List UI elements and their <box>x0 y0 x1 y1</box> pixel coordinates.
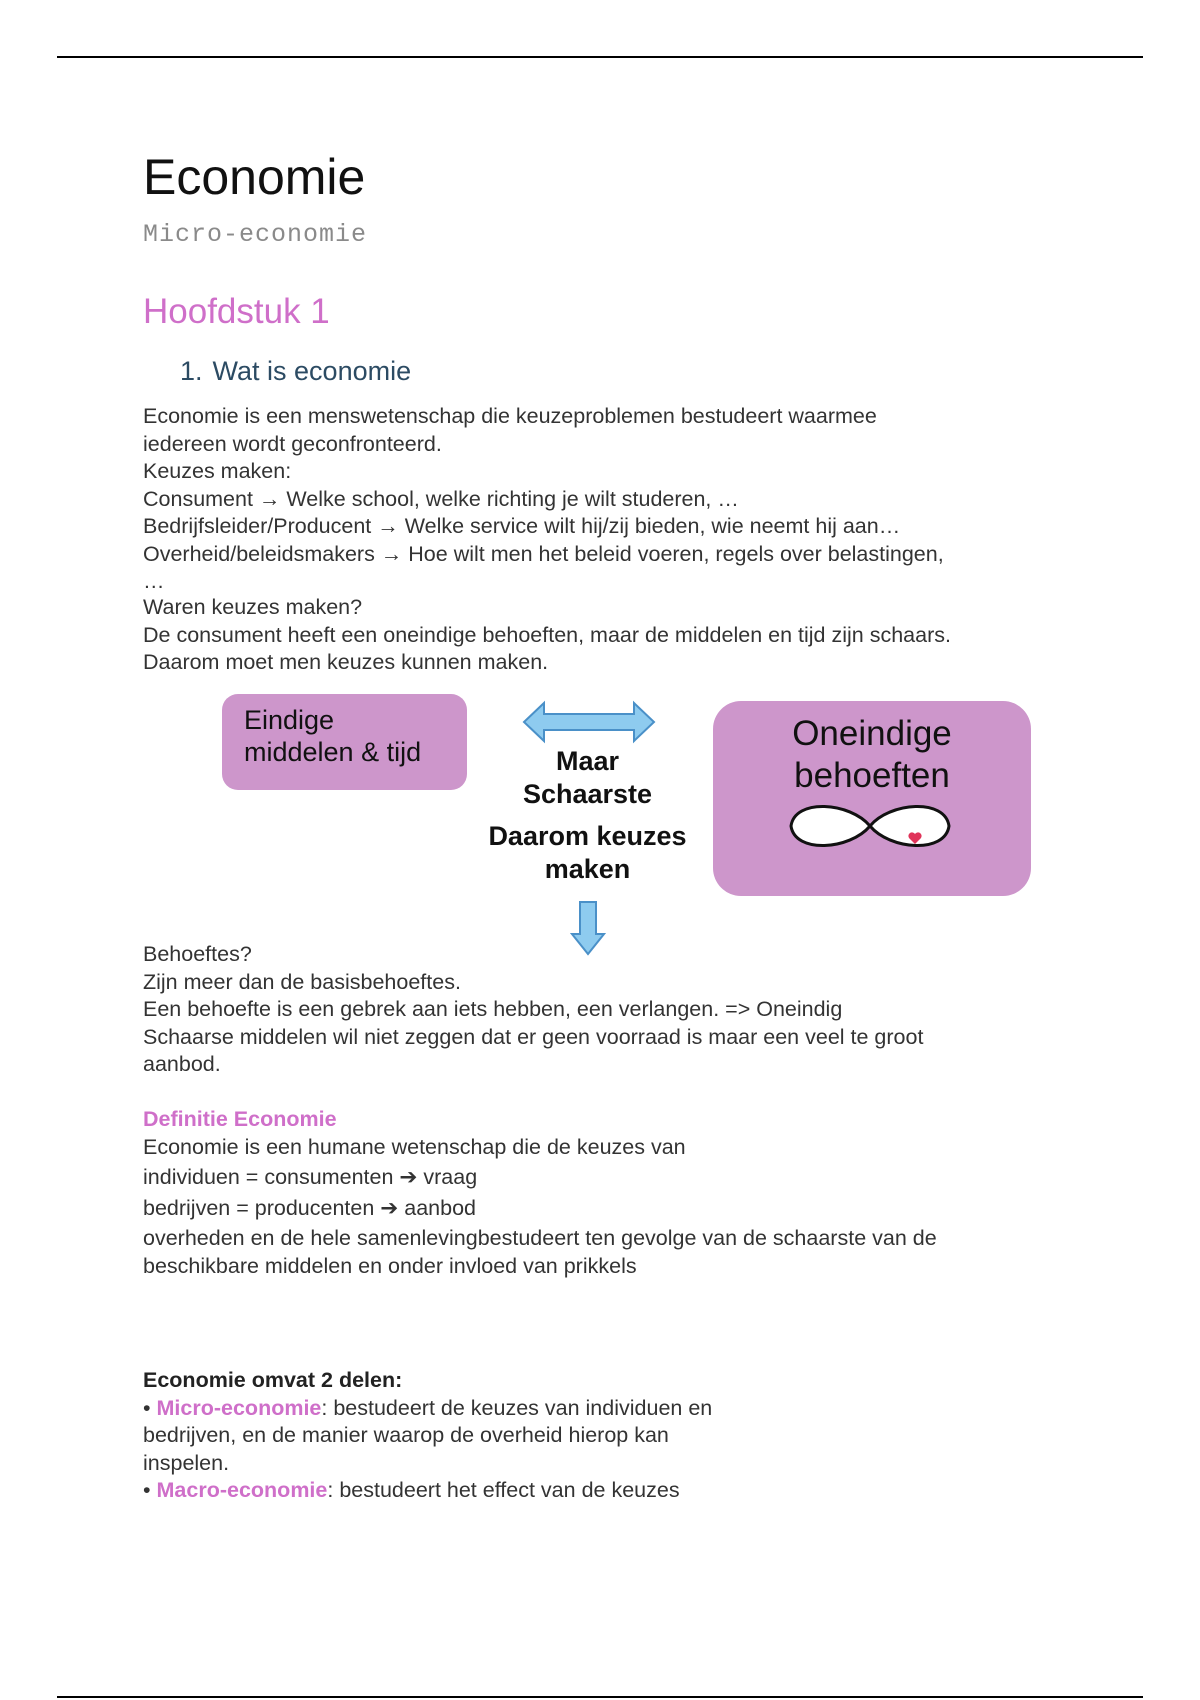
section-heading <box>180 356 411 387</box>
bottom-rule <box>57 1696 1143 1698</box>
finite-resources-line: Eindige <box>244 705 335 735</box>
section-title: Wat is economie <box>212 356 412 386</box>
intro-line: Overheid/beleidsmakers → Hoe wilt men het beleid voeren, regels over belastingen, <box>143 541 944 566</box>
document-title: Economie <box>143 149 366 205</box>
chapter-heading: Hoofdstuk 1 <box>143 292 330 331</box>
top-rule <box>57 56 1143 58</box>
intro-line: Consument → Welke school, welke richting je wilt studeren, … <box>143 486 739 511</box>
micro-term: Micro-economie <box>156 1395 322 1420</box>
infinite-needs-line: Oneindige <box>792 714 952 753</box>
micro-text-line: bedrijven, en de manier waarop de overheid hierop kan <box>143 1423 669 1447</box>
intro-line: Keuzes maken: <box>143 459 292 483</box>
choices-line: Daarom keuzes <box>488 821 687 851</box>
finite-resources-line: middelen & tijd <box>244 737 422 767</box>
infinite-needs-line: behoeften <box>794 756 950 795</box>
document-subtitle: Micro-economie <box>143 220 368 249</box>
macro-term: Macro-economie <box>156 1478 328 1502</box>
section-number: 1. <box>180 356 203 386</box>
macro-text: : bestudeert het effect van de keuzes <box>327 1478 680 1502</box>
intro-line: Bedrijfsleider/Producent → Welke service wilt hij/zij bieden, wie neemt hij aan… <box>143 514 901 538</box>
parts-section <box>143 1367 1093 1505</box>
scarcity-line: Maar <box>555 746 620 776</box>
intro-line: Economie is een menswetenschap die keuzeproblemen bestudeert waarmee <box>143 404 877 428</box>
intro-line: iedereen wordt geconfronteerd. <box>143 431 442 456</box>
intro-line: De consument heeft een oneindige behoeften, maar de middelen en tijd zijn schaars. <box>143 622 951 647</box>
micro-text: : bestudeert de keuzes van individuen en <box>321 1395 713 1420</box>
needs-line: Een behoefte is een gebrek aan iets hebben, een verlangen. => Oneindig <box>143 997 843 1021</box>
intro-line: Waren keuzes maken? <box>143 595 363 619</box>
definition-line: individuen = consumenten ➔ vraag <box>143 1165 478 1189</box>
choices-line: maken <box>544 854 631 884</box>
scarcity-label <box>470 745 705 811</box>
scarcity-line: Schaarste <box>522 779 653 809</box>
definition-line: overheden en de hele samenlevingbestudeert ten gevolge van de schaarste van de <box>143 1226 937 1250</box>
intro-paragraph <box>143 403 1093 677</box>
double-arrow-icon <box>522 700 656 744</box>
needs-line: aanbod. <box>143 1052 221 1076</box>
definition-section <box>143 1106 1093 1280</box>
choices-label <box>470 820 705 886</box>
micro-text-line: inspelen. <box>143 1450 230 1475</box>
bullet: • <box>143 1478 157 1502</box>
definition-heading: Definitie Economie <box>143 1107 337 1131</box>
needs-line: Schaarse middelen wil niet zeggen dat er geen voorraad is maar een veel te groot <box>143 1024 924 1049</box>
intro-line: Daarom moet men keuzes kunnen maken. <box>143 650 549 674</box>
definition-line: bedrijven = producenten ➔ aanbod <box>143 1195 476 1220</box>
infinity-icon <box>785 796 955 856</box>
finite-resources-box <box>222 694 467 790</box>
parts-heading: Economie omvat 2 delen: <box>143 1368 403 1392</box>
definition-line: beschikbare middelen en onder invloed van prikkels <box>143 1253 637 1278</box>
needs-line: Behoeftes? <box>143 942 252 966</box>
macro-item <box>143 1477 1093 1505</box>
micro-item <box>143 1395 1093 1423</box>
needs-paragraph <box>143 941 1093 1079</box>
definition-line: Economie is een humane wetenschap die de keuzes van <box>143 1134 686 1159</box>
intro-line: … <box>143 569 165 593</box>
needs-line: Zijn meer dan de basisbehoeftes. <box>143 969 461 994</box>
bullet: • <box>143 1395 157 1420</box>
